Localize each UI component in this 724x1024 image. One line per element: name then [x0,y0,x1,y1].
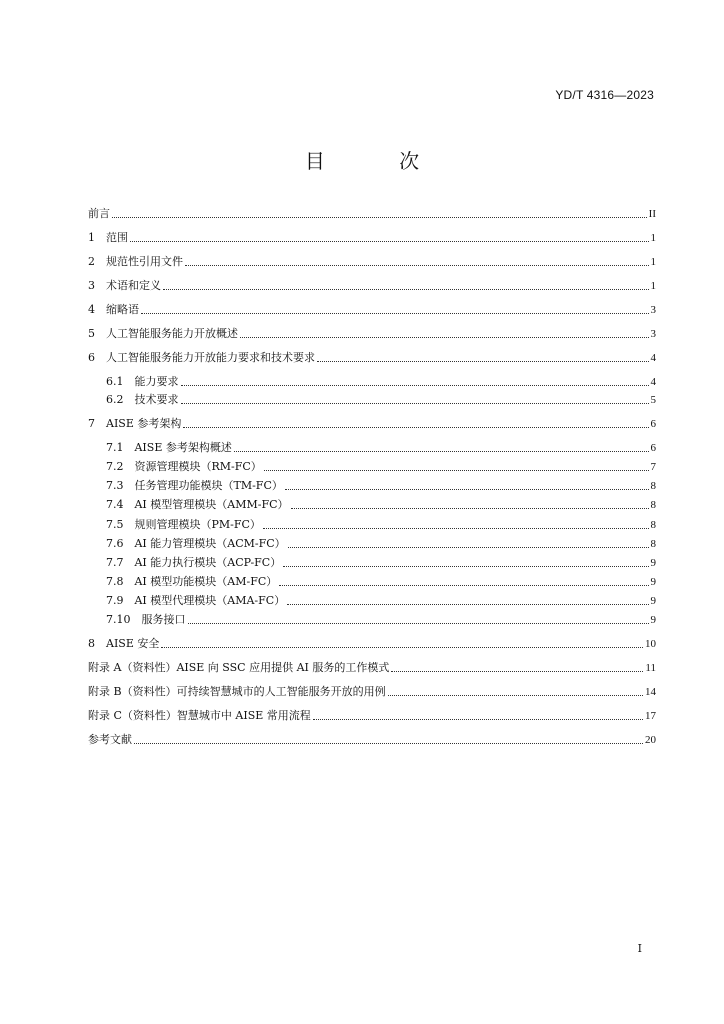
toc-leader-dots [112,217,647,218]
toc-entry-label: 4 缩略语 [88,303,139,316]
toc-leader-dots [240,337,649,338]
toc-entry-label: 2 规范性引用文件 [88,255,183,268]
toc-leader-dots [130,241,649,242]
toc-entry-page: 9 [650,576,656,588]
toc-entry[interactable] [88,302,656,318]
toc-leader-dots [188,623,649,624]
toc-entry-label: 7.6 AI 能力管理模块（ACM-FC） [106,537,286,550]
toc-entry[interactable] [88,708,656,724]
toc-entry-label: 7.2 资源管理模块（RM-FC） [106,460,262,473]
toc-leader-dots [264,470,649,471]
toc-leader-dots [317,361,649,362]
toc-leader-dots [161,647,643,648]
toc-entry[interactable] [106,459,656,475]
toc-entry-page: 1 [650,232,656,244]
document-number: YD/T 4316—2023 [555,88,654,102]
toc-entry-page: 5 [650,394,656,406]
toc-entry-page: 4 [650,376,656,388]
toc-entry-label: 3 术语和定义 [88,279,161,292]
toc-title: 目 次 [304,149,454,173]
toc-entry[interactable] [88,350,656,366]
toc-entry-page: 9 [650,614,656,626]
toc-leader-dots [285,489,649,490]
toc-entry-label: 7.5 规则管理模块（PM-FC） [106,518,261,531]
toc-entry[interactable] [106,536,656,552]
toc-entry[interactable] [88,278,656,294]
toc-entry[interactable] [88,254,656,270]
toc-entry[interactable] [106,497,656,513]
toc-leader-dots [287,604,648,605]
toc-entry-page: 6 [650,442,656,454]
page-number: I [637,942,642,955]
toc-entry-page: 20 [645,734,656,746]
toc-entry-page: 1 [650,280,656,292]
toc-leader-dots [163,289,649,290]
toc-entry[interactable] [88,660,656,676]
toc-leader-dots [183,427,648,428]
toc-leader-dots [279,585,648,586]
toc-entry[interactable] [88,732,656,748]
toc-leader-dots [388,695,643,696]
toc-entry-label: 7.8 AI 模型功能模块（AM-FC） [106,575,278,588]
toc-leader-dots [291,508,649,509]
toc-entry[interactable] [106,593,656,609]
toc-entry[interactable] [106,440,656,456]
toc-entry[interactable] [88,326,656,342]
toc-entry[interactable] [106,392,656,408]
toc-entry-page: 7 [650,461,656,473]
toc-leader-dots [134,743,643,744]
toc-entry-label: 参考文献 [88,733,132,746]
toc-entry[interactable] [106,574,656,590]
toc-entry-page: 3 [650,328,656,340]
toc-entry[interactable] [88,416,656,432]
toc-entry-label: 7.3 任务管理功能模块（TM-FC） [106,479,283,492]
toc-leader-dots [263,528,649,529]
toc-entry-page: II [648,208,656,220]
toc-entry-label: 8 AISE 安全 [88,637,160,650]
toc-entry-page: 17 [645,710,656,722]
toc-entry-label: 附录 C（资料性）智慧城市中 AISE 常用流程 [88,709,311,722]
toc-entry-label: 附录 B（资料性）可持续智慧城市的人工智能服务开放的用例 [88,685,386,698]
toc-entry-label: 附录 A（资料性）AISE 向 SSC 应用提供 AI 服务的工作模式 [88,661,390,674]
toc-leader-dots [391,671,643,672]
toc-leader-dots [181,385,649,386]
toc-entry-page: 8 [650,499,656,511]
toc-entry-page: 1 [650,256,656,268]
toc-entry-page: 11 [645,662,656,674]
toc-entry-page: 4 [650,352,656,364]
toc-entry-label: 1 范围 [88,231,128,244]
toc-leader-dots [181,403,649,404]
toc-entry-page: 8 [650,480,656,492]
toc-entry-label: 5 人工智能服务能力开放概述 [88,327,238,340]
toc-entry-label: 7.10 服务接口 [106,613,186,626]
toc-entry-label: 7.7 AI 能力执行模块（ACP-FC） [106,556,282,569]
toc-entry-label: 7.4 AI 模型管理模块（AMM-FC） [106,498,289,511]
toc-entry-page: 9 [650,595,656,607]
toc-entry[interactable] [106,374,656,390]
toc-entry-page: 14 [645,686,656,698]
toc-entry-page: 6 [650,418,656,430]
toc-entry-label: 7.1 AISE 参考架构概述 [106,441,232,454]
toc-entry[interactable] [106,478,656,494]
toc-entry-page: 10 [645,638,656,650]
toc-entry[interactable] [106,555,656,571]
toc-entry[interactable] [106,612,656,628]
toc-entry[interactable] [106,517,656,533]
toc-entry-label: 6.2 技术要求 [106,393,179,406]
toc-entry-label: 6 人工智能服务能力开放能力要求和技术要求 [88,351,315,364]
toc-entry-page: 8 [650,538,656,550]
toc-leader-dots [283,566,648,567]
toc-leader-dots [313,719,643,720]
toc-entry-page: 3 [650,304,656,316]
toc-entry[interactable] [88,206,656,222]
toc-entry-page: 8 [650,519,656,531]
toc-entry-page: 9 [650,557,656,569]
toc-leader-dots [185,265,649,266]
toc-entry-label: 前言 [88,207,110,220]
toc-leader-dots [288,547,649,548]
toc-entry-label: 7 AISE 参考架构 [88,417,182,430]
toc-entry[interactable] [88,230,656,246]
toc-leader-dots [234,451,649,452]
toc-entry-label: 6.1 能力要求 [106,375,179,388]
toc-entry[interactable] [88,684,656,700]
toc-leader-dots [141,313,649,314]
toc-entry-label: 7.9 AI 模型代理模块（AMA-FC） [106,594,286,607]
toc-entry[interactable] [88,636,656,652]
